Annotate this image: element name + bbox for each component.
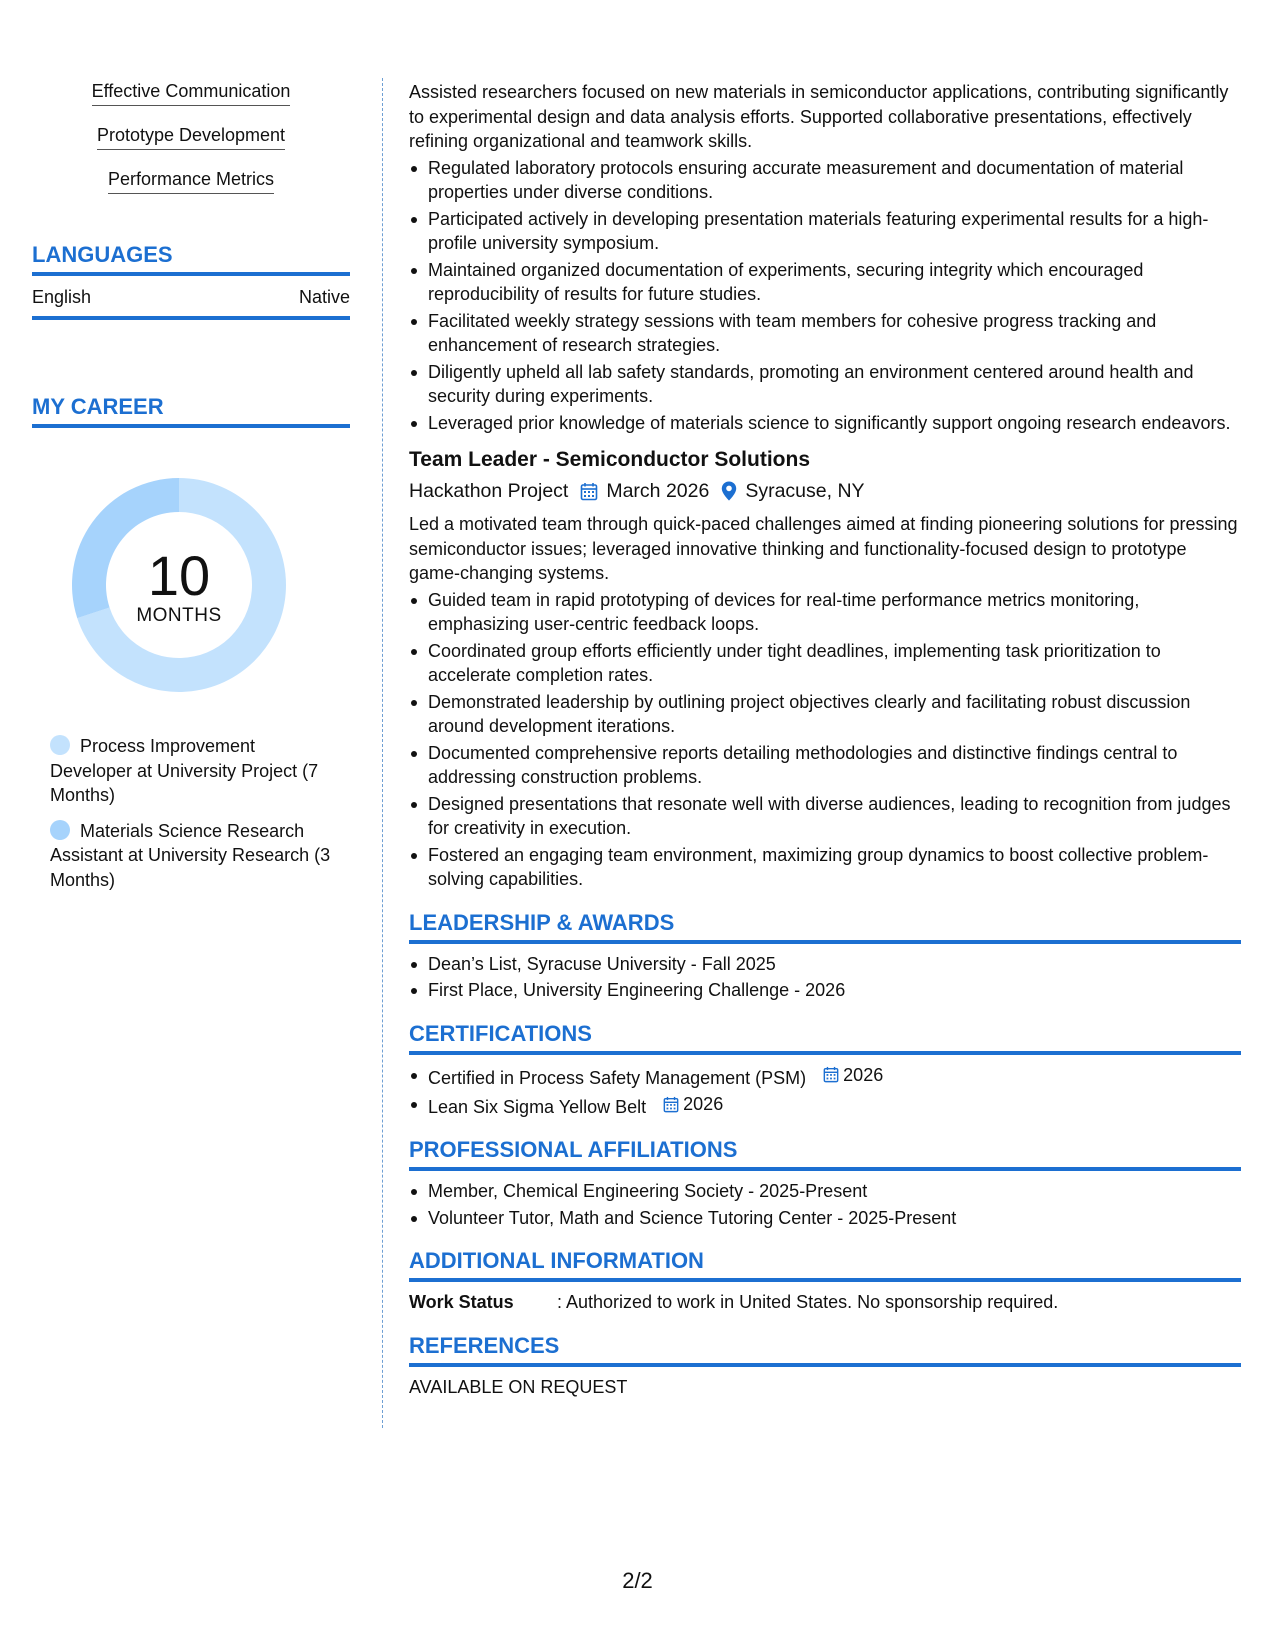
list-item: Documented comprehensive reports detailing methodologies and distinctive findings central to addressing construction problems. [409,741,1241,790]
legend-item [50,734,340,808]
language-level: Native [298,287,350,307]
certification-name: Certified in Process Safety Management (PSM) [428,1067,807,1088]
calendar-icon [580,482,598,501]
experience-summary: Led a motivated team through quick-paced challenges aimed at finding pioneering solutions for pressing semiconductor issues; leveraged innovative thinking and functionality-focused design to prototype game-changing systems. [409,514,1238,583]
career-total-number: 10 [147,544,211,607]
skill-item: Performance Metrics [108,168,274,194]
list-item: Volunteer Tutor, Math and Science Tutoring Center - 2025-Present [409,1206,1241,1231]
list-item: Coordinated group efforts efficiently under tight deadlines, implementing task prioritization to accelerate completion rates. [409,639,1241,688]
job-title: Team Leader - Semiconductor Solutions [409,448,811,471]
career-legend [32,734,350,892]
affiliations-heading: PROFESSIONAL AFFILIATIONS [409,1137,1241,1171]
leadership-list [409,952,1241,1003]
left-column [32,80,350,903]
language-name: English [32,287,92,307]
legend-text: Materials Science Research Assistant at University Research (3 Months) [50,820,331,890]
certifications-list [409,1063,1241,1120]
skills-list [32,80,350,212]
legend-item [50,819,340,893]
job-location: Syracuse, NY [745,480,865,502]
right-column [409,80,1241,1399]
work-status-value: : Authorized to work in United States. No sponsorship required. [557,1292,1059,1312]
certification-date [663,1092,723,1117]
work-status-label: Work Status [409,1292,514,1312]
references-heading: REFERENCES [409,1333,1241,1367]
experience-bullets [409,588,1241,892]
list-item: Dean’s List, Syracuse University - Fall 2025 [409,952,1241,977]
language-row [32,276,350,320]
languages-heading: LANGUAGES [32,242,350,276]
page-number: 2/2 [622,1568,653,1593]
career-heading: MY CAREER [32,394,350,428]
skill-item: Effective Communication [92,80,291,106]
list-item: Fostered an engaging team environment, maximizing group dynamics to boost collective problem-solving capabilities. [409,843,1241,892]
legend-text: Process Improvement Developer at University Project (7 Months) [50,736,319,805]
certifications-heading: CERTIFICATIONS [409,1021,1241,1055]
calendar-icon [663,1096,679,1113]
additional-info-heading: ADDITIONAL INFORMATION [409,1248,1241,1282]
donut-center [66,472,292,698]
job-date: March 2026 [606,480,710,502]
experience-summary: Assisted researchers focused on new materials in semiconductor applications, contributing significantly to experimental design and data analysis efforts. Supported collaborative presentations, effectively refining organizational and teamwork skills. [409,82,1229,151]
certification-year: 2026 [683,1093,724,1114]
list-item [409,1092,1241,1119]
job-meta [409,478,1241,504]
career-total-unit: MONTHS [136,605,222,626]
list-item: Facilitated weekly strategy sessions with team members for cohesive progress tracking and enhancement of research strategies. [409,309,1241,358]
list-item [409,1063,1241,1090]
calendar-icon [823,1066,839,1083]
list-item: Member, Chemical Engineering Society - 2025-Present [409,1179,1241,1204]
list-item: Participated actively in developing presentation materials featuring experimental results for a high-profile university symposium. [409,207,1241,256]
list-item: First Place, University Engineering Challenge - 2026 [409,978,1241,1003]
list-item: Guided team in rapid prototyping of devices for real-time performance metrics monitoring, emphasizing user-centric feedback loops. [409,588,1241,637]
certification-date [823,1063,883,1088]
career-donut-chart [66,472,292,698]
legend-dot [50,820,70,840]
certification-name: Lean Six Sigma Yellow Belt [428,1096,647,1117]
list-item: Maintained organized documentation of experiments, securing integrity which encouraged reproducibility of results for future studies. [409,258,1241,307]
list-item: Diligently upheld all lab safety standards, promoting an environment centered around health and security during experiments. [409,360,1241,409]
work-status-row [409,1290,1241,1315]
column-divider [382,78,383,1428]
location-pin-icon [721,481,737,501]
job-organization: Hackathon Project [409,480,569,502]
list-item: Designed presentations that resonate well with diverse audiences, leading to recognition from judges for creativity in execution. [409,792,1241,841]
references-text: AVAILABLE ON REQUEST [409,1376,628,1397]
leadership-heading: LEADERSHIP & AWARDS [409,910,1241,944]
legend-dot [50,735,70,755]
experience-bullets [409,156,1241,436]
list-item: Regulated laboratory protocols ensuring accurate measurement and documentation of material properties under diverse conditions. [409,156,1241,205]
affiliations-list [409,1179,1241,1230]
skill-item: Prototype Development [97,124,285,150]
list-item: Demonstrated leadership by outlining project objectives clearly and facilitating robust discussion around development iterations. [409,690,1241,739]
list-item: Leveraged prior knowledge of materials science to significantly support ongoing research endeavors. [409,411,1241,436]
certification-year: 2026 [843,1064,884,1085]
